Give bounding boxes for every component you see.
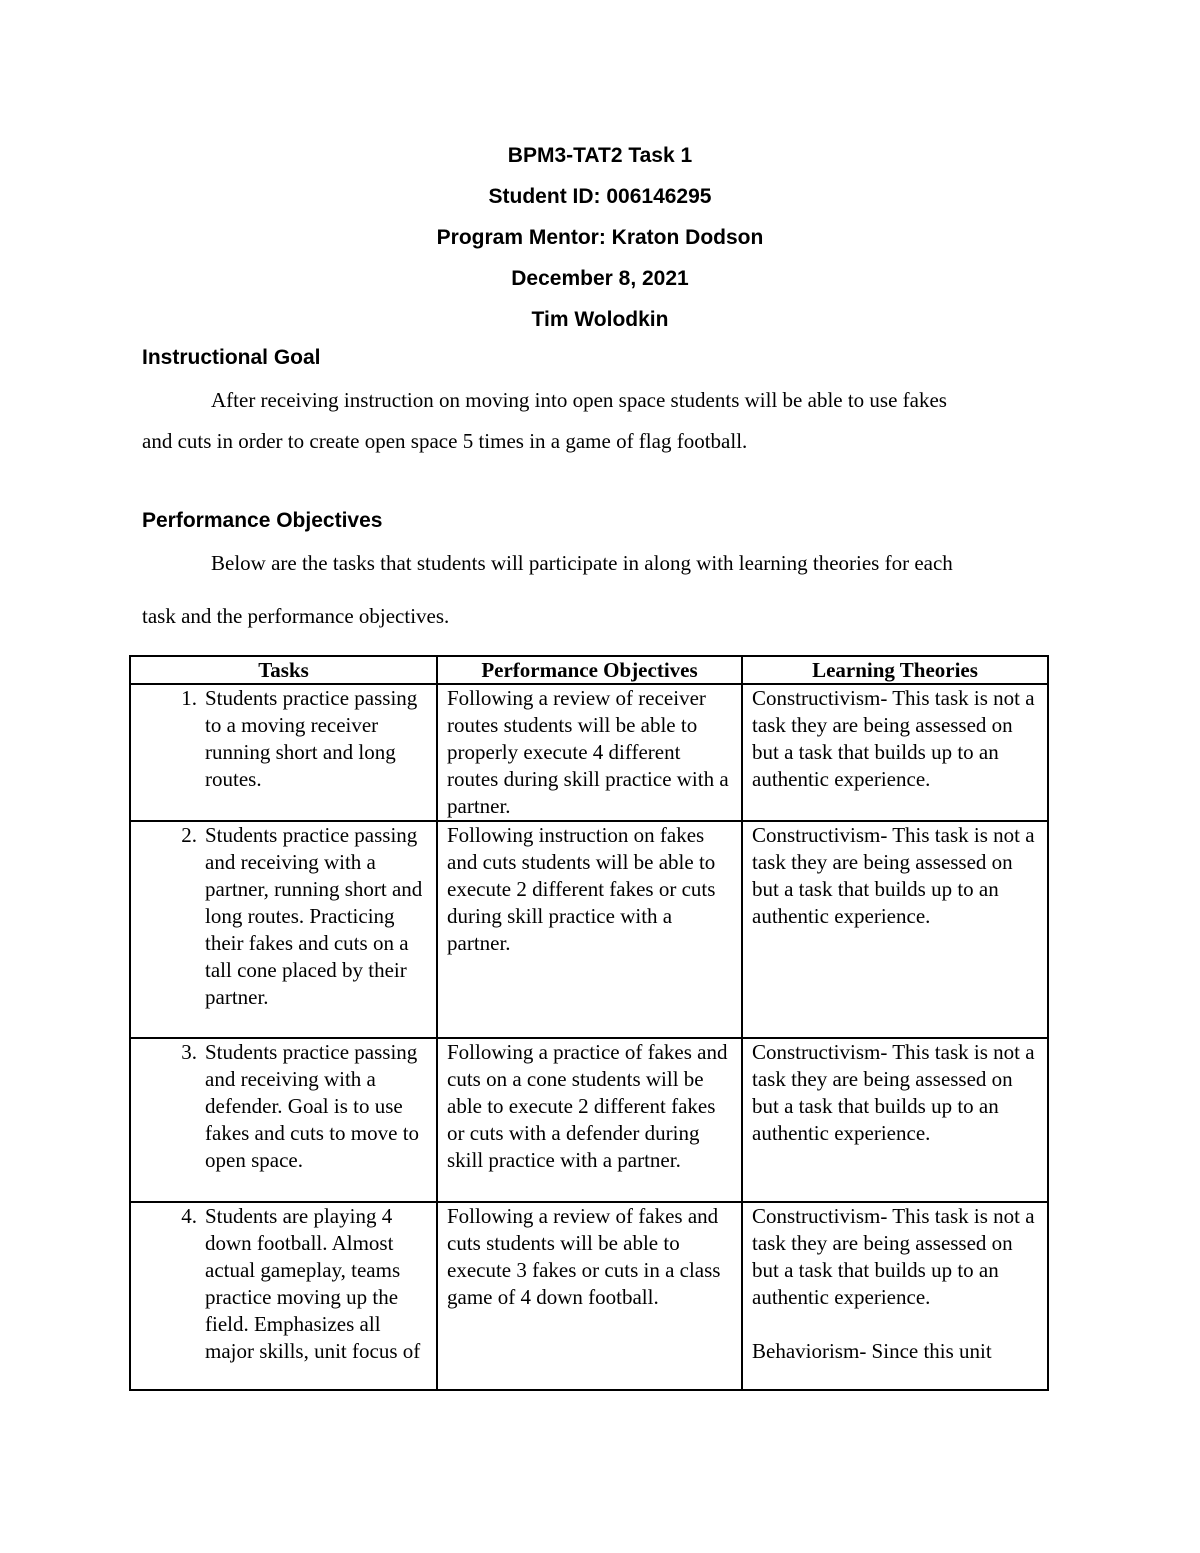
theory-text: Constructivism- This task is not a task they are being assessed on but a task that builds up to an authentic experience. (752, 686, 1035, 791)
objective-cell: Following instruction on fakes and cuts students will be able to execute 2 different fakes or cuts during skill practice with a partner. (437, 821, 742, 1038)
instructional-goal-heading: Instructional Goal (142, 346, 321, 369)
performance-objectives-line-2: task and the performance objectives. (142, 604, 450, 628)
table-row (130, 1202, 1048, 1390)
task-cell (130, 684, 437, 821)
task-number: 4. (181, 1204, 197, 1228)
program-mentor: Program Mentor: Kraton Dodson (436, 226, 764, 249)
task-cell (130, 1202, 437, 1390)
table-row (130, 821, 1048, 1038)
task-description: Students practice passing to a moving receiver running short and long routes. (205, 686, 418, 791)
column-header-tasks: Tasks (130, 656, 437, 684)
document-date: December 8, 2021 (511, 267, 689, 290)
task-number: 2. (181, 823, 197, 847)
theory-cell (742, 1038, 1048, 1202)
column-header-performance-objectives: Performance Objectives (437, 656, 742, 684)
performance-objectives-line-1: Below are the tasks that students will participate in along with learning theories for each (211, 551, 953, 575)
instructional-goal-paragraph (142, 384, 1062, 457)
task-number: 1. (181, 686, 197, 710)
objective-cell: Following a practice of fakes and cuts on a cone students will be able to execute 2 different fakes or cuts with a defender during skill practice with a partner. (437, 1038, 742, 1202)
performance-objectives-paragraph (142, 547, 1062, 632)
author-name: Tim Wolodkin (531, 308, 669, 331)
task-description: Students practice passing and receiving with a defender. Goal is to use fakes and cuts to move to open space. (205, 1040, 420, 1172)
table-row (130, 1038, 1048, 1202)
objectives-table (129, 655, 1049, 1391)
task-cell (130, 821, 437, 1038)
instructional-goal-line-2: and cuts in order to create open space 5 times in a game of flag football. (142, 429, 748, 453)
performance-objectives-heading: Performance Objectives (142, 509, 383, 532)
task-cell (130, 1038, 437, 1202)
objective-cell: Following a review of fakes and cuts students will be able to execute 3 fakes or cuts in a class game of 4 down football. (437, 1202, 742, 1390)
table-row (130, 684, 1048, 821)
table-header-row (130, 656, 1048, 684)
assignment-title: BPM3-TAT2 Task 1 (507, 144, 693, 167)
theory-text: Constructivism- This task is not a task they are being assessed on but a task that builds up to an authentic experience. (752, 1204, 1035, 1309)
task-number: 3. (181, 1040, 197, 1064)
task-description: Students are playing 4 down football. Almost actual gameplay, teams practice moving up the field. Emphasizes all major skills, unit focus of (205, 1204, 421, 1363)
theory-cell (742, 1202, 1048, 1390)
student-id: Student ID: 006146295 (488, 185, 712, 208)
task-description: Students practice passing and receiving with a partner, running short and long routes. Practicing their fakes and cuts on a tall cone placed by their partner. (205, 823, 423, 1009)
theory-text: Constructivism- This task is not a task they are being assessed on but a task that builds up to an authentic experience. (752, 1040, 1035, 1145)
objective-cell: Following a review of receiver routes students will be able to properly execute 4 different routes during skill practice with a partner. (437, 684, 742, 821)
theory-cell (742, 821, 1048, 1038)
theory-text: Constructivism- This task is not a task they are being assessed on but a task that builds up to an authentic experience. (752, 823, 1035, 928)
column-header-learning-theories: Learning Theories (742, 656, 1048, 684)
instructional-goal-line-1: After receiving instruction on moving into open space students will be able to use fakes (211, 388, 947, 412)
theory-cell (742, 684, 1048, 821)
theory-text-behaviorism: Behaviorism- Since this unit (752, 1339, 992, 1363)
title-block (0, 138, 1200, 343)
